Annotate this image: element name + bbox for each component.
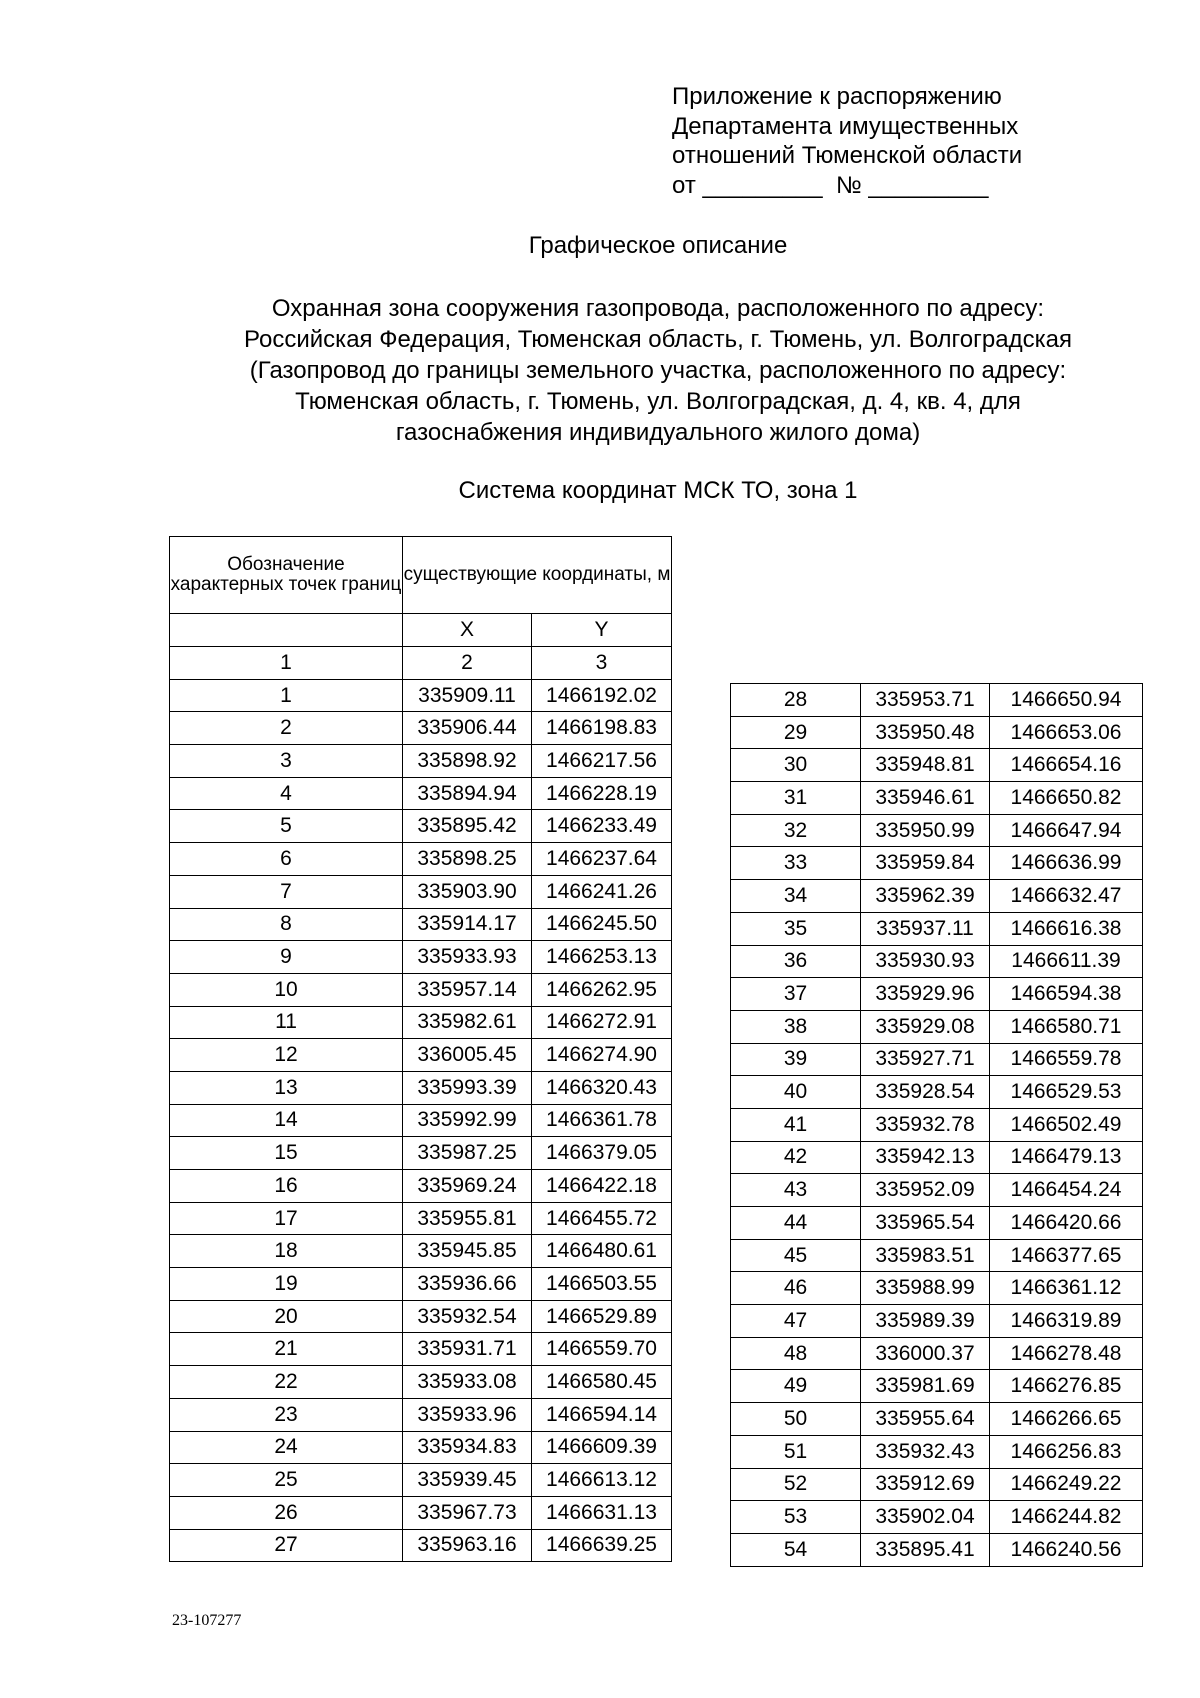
point-number-cell: 2 [170, 712, 403, 745]
table-row [170, 810, 672, 843]
point-number-cell: 52 [731, 1468, 861, 1501]
x-coordinate-cell: 335929.08 [861, 1010, 990, 1043]
y-coordinate-cell: 1466529.53 [990, 1076, 1143, 1109]
table-row [731, 1403, 1143, 1436]
document-title: Графическое описание [528, 232, 788, 259]
x-coordinate-cell: 335963.16 [403, 1529, 532, 1562]
table-row [170, 875, 672, 908]
point-number-cell: 16 [170, 1170, 403, 1203]
zone-description-line: Охранная зона сооружения газопровода, расположенного по адресу: [271, 295, 1045, 322]
y-coordinate-cell: 1466377.65 [990, 1239, 1143, 1272]
table-row [731, 1305, 1143, 1338]
header-empty-cell [170, 614, 403, 647]
table-row [170, 1071, 672, 1104]
x-coordinate-cell: 335945.85 [403, 1235, 532, 1268]
y-coordinate-cell: 1466611.39 [990, 945, 1143, 978]
x-coordinate-cell: 335930.93 [861, 945, 990, 978]
table-row [731, 1533, 1143, 1566]
x-coordinate-cell: 335959.84 [861, 847, 990, 880]
point-number-cell: 47 [731, 1305, 861, 1338]
point-number-cell: 43 [731, 1174, 861, 1207]
x-coordinate-cell: 335932.78 [861, 1108, 990, 1141]
point-number-cell: 28 [731, 684, 861, 717]
y-coordinate-cell: 1466192.02 [532, 679, 672, 712]
table-row [170, 679, 672, 712]
y-coordinate-cell: 1466480.61 [532, 1235, 672, 1268]
y-coordinate-cell: 1466580.45 [532, 1366, 672, 1399]
zone-description-line: (Газопровод до границы земельного участка, расположенного по адресу: [249, 357, 1067, 384]
point-number-cell: 19 [170, 1268, 403, 1301]
table-row [731, 847, 1143, 880]
point-number-cell: 49 [731, 1370, 861, 1403]
y-coordinate-cell: 1466455.72 [532, 1202, 672, 1235]
table-row [731, 1272, 1143, 1305]
table-row [731, 1043, 1143, 1076]
appendix-line: отношений Тюменской области [672, 142, 1023, 169]
x-coordinate-cell: 335932.54 [403, 1300, 532, 1333]
table-row [731, 684, 1143, 717]
table-row [731, 1468, 1143, 1501]
table-row [731, 1174, 1143, 1207]
y-coordinate-cell: 1466233.49 [532, 810, 672, 843]
x-coordinate-cell: 335929.96 [861, 978, 990, 1011]
y-coordinate-cell: 1466420.66 [990, 1207, 1143, 1240]
table-row [170, 1464, 672, 1497]
table-row [731, 814, 1143, 847]
table-row [731, 782, 1143, 815]
appendix-line: Приложение к распоряжению [672, 83, 1002, 110]
x-coordinate-cell: 335937.11 [861, 912, 990, 945]
table-row [170, 777, 672, 810]
point-number-cell: 34 [731, 880, 861, 913]
table-row [170, 1496, 672, 1529]
zone-description [0, 293, 1200, 448]
table-row [731, 880, 1143, 913]
x-coordinate-cell: 335902.04 [861, 1501, 990, 1534]
zone-description-line: Российская Федерация, Тюменская область, г. Тюмень, ул. Волгоградская [244, 326, 1072, 353]
x-coordinate-cell: 335962.39 [861, 880, 990, 913]
x-coordinate-cell: 335931.71 [403, 1333, 532, 1366]
y-coordinate-cell: 1466454.24 [990, 1174, 1143, 1207]
zone-description-line: Тюменская область, г. Тюмень, ул. Волгоградская, д. 4, кв. 4, для [295, 388, 1021, 415]
coordinates-table-right [730, 683, 1143, 1567]
x-coordinate-cell: 335912.69 [861, 1468, 990, 1501]
table-row [170, 1398, 672, 1431]
coordinates-table-left [169, 536, 672, 1562]
point-number-cell: 25 [170, 1464, 403, 1497]
point-number-cell: 14 [170, 1104, 403, 1137]
y-coordinate-cell: 1466616.38 [990, 912, 1143, 945]
coordinate-system-label: Система координат МСК ТО, зона 1 [458, 477, 858, 504]
x-coordinate-cell: 335952.09 [861, 1174, 990, 1207]
x-coordinate-cell: 335927.71 [861, 1043, 990, 1076]
table-row [170, 1006, 672, 1039]
x-coordinate-cell: 335967.73 [403, 1496, 532, 1529]
x-coordinate-cell: 335933.08 [403, 1366, 532, 1399]
table-row [731, 1501, 1143, 1534]
y-coordinate-cell: 1466580.71 [990, 1010, 1143, 1043]
x-coordinate-cell: 335898.25 [403, 843, 532, 876]
y-coordinate-cell: 1466320.43 [532, 1071, 672, 1104]
table-row [170, 1300, 672, 1333]
y-coordinate-cell: 1466244.82 [990, 1501, 1143, 1534]
table-row [731, 945, 1143, 978]
y-coordinate-cell: 1466266.65 [990, 1403, 1143, 1436]
point-number-cell: 5 [170, 810, 403, 843]
y-coordinate-cell: 1466262.95 [532, 973, 672, 1006]
point-number-cell: 37 [731, 978, 861, 1011]
point-number-cell: 13 [170, 1071, 403, 1104]
table-row [731, 912, 1143, 945]
point-number-cell: 18 [170, 1235, 403, 1268]
point-number-cell: 21 [170, 1333, 403, 1366]
table-row [731, 1108, 1143, 1141]
point-number-cell: 32 [731, 814, 861, 847]
y-coordinate-cell: 1466594.14 [532, 1398, 672, 1431]
y-coordinate-cell: 1466361.78 [532, 1104, 672, 1137]
table-row [170, 1529, 672, 1562]
table-row [170, 1235, 672, 1268]
point-number-cell: 17 [170, 1202, 403, 1235]
column-number: 3 [532, 647, 672, 680]
x-coordinate-cell: 335981.69 [861, 1370, 990, 1403]
point-number-cell: 1 [170, 679, 403, 712]
x-coordinate-cell: 335898.92 [403, 745, 532, 778]
x-coordinate-cell: 335950.99 [861, 814, 990, 847]
y-coordinate-cell: 1466650.82 [990, 782, 1143, 815]
point-number-cell: 45 [731, 1239, 861, 1272]
table-row [170, 1104, 672, 1137]
footer-code: 23-107277 [172, 1612, 242, 1629]
y-coordinate-cell: 1466422.18 [532, 1170, 672, 1203]
point-number-cell: 20 [170, 1300, 403, 1333]
y-coordinate-cell: 1466240.56 [990, 1533, 1143, 1566]
table-header-xy-row [170, 614, 672, 647]
x-coordinate-cell: 335955.81 [403, 1202, 532, 1235]
x-coordinate-cell: 335939.45 [403, 1464, 532, 1497]
x-coordinate-cell: 335895.41 [861, 1533, 990, 1566]
table-row [731, 1435, 1143, 1468]
x-coordinate-cell: 336000.37 [861, 1337, 990, 1370]
x-coordinate-cell: 335934.83 [403, 1431, 532, 1464]
y-coordinate-cell: 1466503.55 [532, 1268, 672, 1301]
table-row [170, 1431, 672, 1464]
x-coordinate-cell: 335957.14 [403, 973, 532, 1006]
y-coordinate-cell: 1466276.85 [990, 1370, 1143, 1403]
x-coordinate-cell: 335936.66 [403, 1268, 532, 1301]
x-coordinate-cell: 335914.17 [403, 908, 532, 941]
table-row [731, 1370, 1143, 1403]
header-y: Y [532, 614, 672, 647]
point-number-cell: 11 [170, 1006, 403, 1039]
x-coordinate-cell: 335955.64 [861, 1403, 990, 1436]
table-row [170, 1202, 672, 1235]
point-number-cell: 6 [170, 843, 403, 876]
point-number-cell: 4 [170, 777, 403, 810]
point-number-cell: 10 [170, 973, 403, 1006]
y-coordinate-cell: 1466228.19 [532, 777, 672, 810]
x-coordinate-cell: 335942.13 [861, 1141, 990, 1174]
y-coordinate-cell: 1466636.99 [990, 847, 1143, 880]
y-coordinate-cell: 1466249.22 [990, 1468, 1143, 1501]
point-number-cell: 8 [170, 908, 403, 941]
y-coordinate-cell: 1466241.26 [532, 875, 672, 908]
x-coordinate-cell: 335932.43 [861, 1435, 990, 1468]
header-coords-label: существующие координаты, м [403, 537, 672, 614]
table-row [170, 1366, 672, 1399]
appendix-block [672, 82, 1022, 200]
table-row [170, 1170, 672, 1203]
table-row [170, 712, 672, 745]
table-column-number-row [170, 647, 672, 680]
x-coordinate-cell: 335987.25 [403, 1137, 532, 1170]
table-row [170, 973, 672, 1006]
table-row [170, 745, 672, 778]
point-number-cell: 53 [731, 1501, 861, 1534]
point-number-cell: 29 [731, 716, 861, 749]
point-number-cell: 50 [731, 1403, 861, 1436]
table-row [731, 1239, 1143, 1272]
y-coordinate-cell: 1466609.39 [532, 1431, 672, 1464]
header-point-label: Обозначение характерных точек границ [170, 537, 403, 614]
y-coordinate-cell: 1466654.16 [990, 749, 1143, 782]
y-coordinate-cell: 1466502.49 [990, 1108, 1143, 1141]
y-coordinate-cell: 1466217.56 [532, 745, 672, 778]
point-number-cell: 27 [170, 1529, 403, 1562]
point-number-cell: 3 [170, 745, 403, 778]
y-coordinate-cell: 1466529.89 [532, 1300, 672, 1333]
point-number-cell: 7 [170, 875, 403, 908]
y-coordinate-cell: 1466361.12 [990, 1272, 1143, 1305]
table-row [731, 749, 1143, 782]
x-coordinate-cell: 335982.61 [403, 1006, 532, 1039]
table-row [731, 716, 1143, 749]
y-coordinate-cell: 1466594.38 [990, 978, 1143, 1011]
x-coordinate-cell: 335928.54 [861, 1076, 990, 1109]
y-coordinate-cell: 1466319.89 [990, 1305, 1143, 1338]
table-row [731, 1141, 1143, 1174]
point-number-cell: 35 [731, 912, 861, 945]
column-number: 1 [170, 647, 403, 680]
x-coordinate-cell: 335989.39 [861, 1305, 990, 1338]
point-number-cell: 39 [731, 1043, 861, 1076]
table-row [170, 941, 672, 974]
x-coordinate-cell: 335895.42 [403, 810, 532, 843]
point-number-cell: 38 [731, 1010, 861, 1043]
table-row [731, 1076, 1143, 1109]
x-coordinate-cell: 335894.94 [403, 777, 532, 810]
y-coordinate-cell: 1466639.25 [532, 1529, 672, 1562]
point-number-cell: 9 [170, 941, 403, 974]
table-row [170, 1333, 672, 1366]
point-number-cell: 31 [731, 782, 861, 815]
x-coordinate-cell: 335988.99 [861, 1272, 990, 1305]
y-coordinate-cell: 1466278.48 [990, 1337, 1143, 1370]
point-number-cell: 42 [731, 1141, 861, 1174]
point-number-cell: 24 [170, 1431, 403, 1464]
table-row [731, 1207, 1143, 1240]
x-coordinate-cell: 335948.81 [861, 749, 990, 782]
y-coordinate-cell: 1466245.50 [532, 908, 672, 941]
y-coordinate-cell: 1466559.78 [990, 1043, 1143, 1076]
x-coordinate-cell: 335933.93 [403, 941, 532, 974]
point-number-cell: 46 [731, 1272, 861, 1305]
column-number: 2 [403, 647, 532, 680]
table-row [731, 1010, 1143, 1043]
table-row [170, 843, 672, 876]
table-row [731, 1337, 1143, 1370]
y-coordinate-cell: 1466272.91 [532, 1006, 672, 1039]
table-row [170, 1268, 672, 1301]
y-coordinate-cell: 1466237.64 [532, 843, 672, 876]
x-coordinate-cell: 335950.48 [861, 716, 990, 749]
table-header-row [170, 537, 672, 614]
x-coordinate-cell: 335953.71 [861, 684, 990, 717]
zone-description-line: газоснабжения индивидуального жилого дома) [395, 419, 921, 446]
y-coordinate-cell: 1466479.13 [990, 1141, 1143, 1174]
point-number-cell: 30 [731, 749, 861, 782]
x-coordinate-cell: 335903.90 [403, 875, 532, 908]
header-x: X [403, 614, 532, 647]
appendix-line: Департамента имущественных [672, 112, 1019, 140]
x-coordinate-cell: 335969.24 [403, 1170, 532, 1203]
y-coordinate-cell: 1466653.06 [990, 716, 1143, 749]
appendix-line: от _________ № _________ [672, 171, 989, 199]
y-coordinate-cell: 1466559.70 [532, 1333, 672, 1366]
table-row [170, 1137, 672, 1170]
y-coordinate-cell: 1466647.94 [990, 814, 1143, 847]
point-number-cell: 51 [731, 1435, 861, 1468]
y-coordinate-cell: 1466613.12 [532, 1464, 672, 1497]
point-number-cell: 54 [731, 1533, 861, 1566]
point-number-cell: 23 [170, 1398, 403, 1431]
table-row [170, 908, 672, 941]
y-coordinate-cell: 1466650.94 [990, 684, 1143, 717]
x-coordinate-cell: 335909.11 [403, 679, 532, 712]
y-coordinate-cell: 1466379.05 [532, 1137, 672, 1170]
x-coordinate-cell: 335993.39 [403, 1071, 532, 1104]
point-number-cell: 15 [170, 1137, 403, 1170]
point-number-cell: 22 [170, 1366, 403, 1399]
y-coordinate-cell: 1466198.83 [532, 712, 672, 745]
y-coordinate-cell: 1466253.13 [532, 941, 672, 974]
x-coordinate-cell: 335906.44 [403, 712, 532, 745]
point-number-cell: 44 [731, 1207, 861, 1240]
point-number-cell: 12 [170, 1039, 403, 1072]
x-coordinate-cell: 335946.61 [861, 782, 990, 815]
point-number-cell: 26 [170, 1496, 403, 1529]
x-coordinate-cell: 335983.51 [861, 1239, 990, 1272]
x-coordinate-cell: 336005.45 [403, 1039, 532, 1072]
y-coordinate-cell: 1466632.47 [990, 880, 1143, 913]
table-row [731, 978, 1143, 1011]
x-coordinate-cell: 335933.96 [403, 1398, 532, 1431]
point-number-cell: 48 [731, 1337, 861, 1370]
table-row [170, 1039, 672, 1072]
point-number-cell: 36 [731, 945, 861, 978]
point-number-cell: 40 [731, 1076, 861, 1109]
y-coordinate-cell: 1466274.90 [532, 1039, 672, 1072]
point-number-cell: 33 [731, 847, 861, 880]
point-number-cell: 41 [731, 1108, 861, 1141]
x-coordinate-cell: 335965.54 [861, 1207, 990, 1240]
y-coordinate-cell: 1466256.83 [990, 1435, 1143, 1468]
y-coordinate-cell: 1466631.13 [532, 1496, 672, 1529]
x-coordinate-cell: 335992.99 [403, 1104, 532, 1137]
